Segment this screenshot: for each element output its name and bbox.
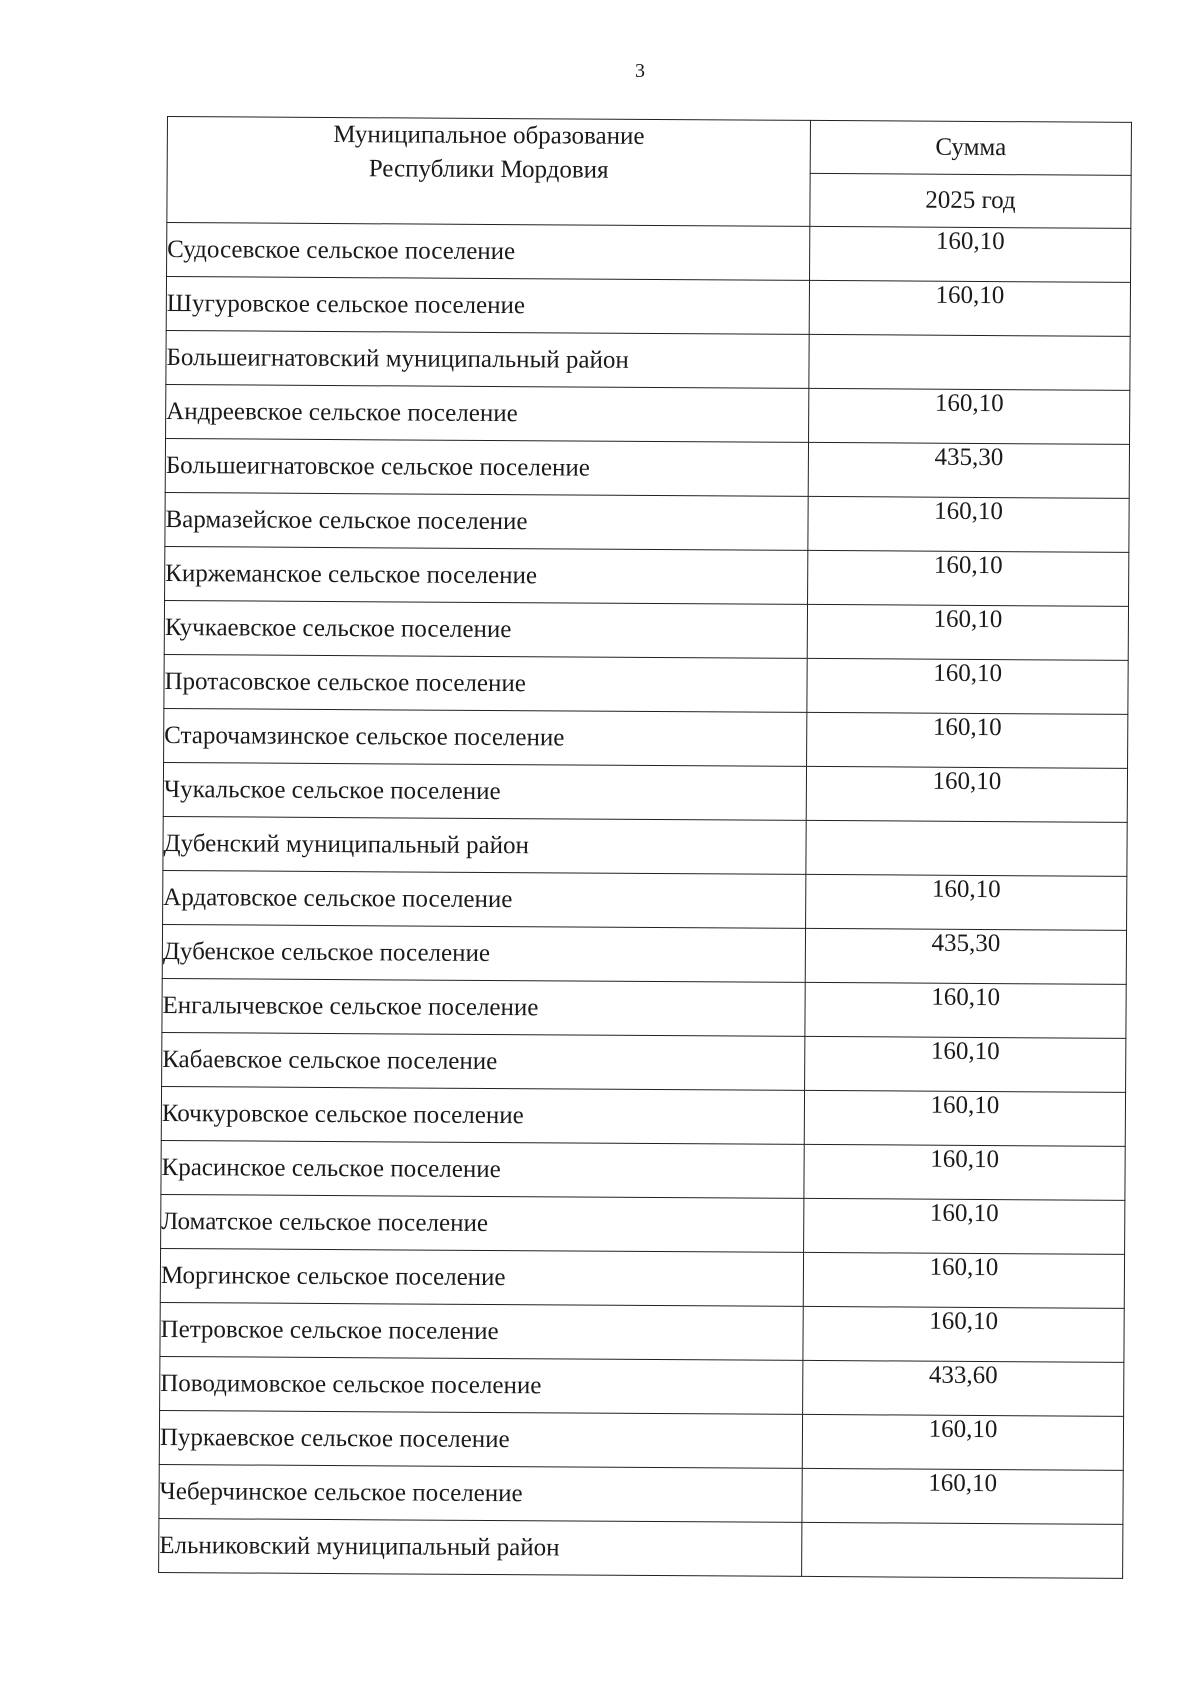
sum-cell: 160,10 [805,1036,1126,1092]
municipality-column-header [167,117,811,227]
municipality-name-cell: Большеигнатовский муниципальный район [166,330,809,388]
sum-cell: 160,10 [804,1198,1125,1254]
page-number: 3 [635,60,645,82]
municipality-name-cell: Енгалычевское сельское поселение [162,978,805,1036]
municipality-name-cell: Киржеманское сельское поселение [165,546,808,604]
table-row [166,384,1130,444]
table-row [163,816,1127,876]
sum-cell: 160,10 [809,280,1130,336]
sum-cell: 160,10 [807,604,1128,660]
sum-cell: 160,10 [802,1414,1123,1470]
year-column-header: 2025 год [810,173,1131,228]
table-row [165,438,1129,498]
table-row [165,546,1129,606]
table-row [159,1518,1123,1578]
table-row [163,762,1127,822]
sum-column-header: Сумма [810,120,1131,175]
sum-cell: 160,10 [808,550,1129,606]
municipality-name-cell: Дубенское сельское поселение [162,924,805,982]
municipality-name-cell: Ардатовское сельское поселение [163,870,806,928]
sum-cell: 160,10 [807,658,1128,714]
sum-cell: 435,30 [808,442,1129,498]
table-row [166,330,1130,390]
table-row [163,870,1127,930]
table-row [161,1140,1125,1200]
table-row [161,1086,1125,1146]
table-row [160,1302,1124,1362]
sum-cell: 160,10 [802,1468,1123,1524]
table-row [166,277,1130,337]
municipality-name-cell: Шугуровское сельское поселение [166,277,809,335]
municipality-name-cell: Кучкаевское сельское поселение [164,600,807,658]
sum-cell: 160,10 [804,1144,1125,1200]
sum-cell: 435,30 [805,928,1126,984]
municipality-name-cell: Кочкуровское сельское поселение [161,1086,804,1144]
sum-cell [806,820,1127,876]
table-row [159,1464,1123,1524]
municipality-name-cell: Старочамзинское сельское поселение [164,708,807,766]
municipality-name-cell: Ельниковский муниципальный район [159,1518,802,1576]
sum-cell: 160,10 [808,496,1129,552]
sum-cell: 160,10 [809,388,1130,444]
sum-cell: 160,10 [807,712,1128,768]
table-row [164,708,1128,768]
municipality-name-cell: Петровское сельское поселение [160,1302,803,1360]
table-row [162,1032,1126,1092]
sum-cell: 160,10 [806,766,1127,822]
municipality-header-line2: Республики Мордовия [368,155,609,184]
sum-cell [802,1522,1123,1578]
municipality-name-cell: Ломатское сельское поселение [161,1194,804,1252]
municipality-name-cell: Моргинское сельское поселение [160,1248,803,1306]
subsidy-table [158,116,1132,1579]
table-row [160,1356,1124,1416]
sum-cell: 160,10 [805,982,1126,1038]
municipality-name-cell: Вармазейское сельское поселение [165,492,808,550]
table-row [162,978,1126,1038]
municipality-name-cell: Красинское сельское поселение [161,1140,804,1198]
table-row [161,1194,1125,1254]
table-body [159,223,1131,1579]
municipality-name-cell: Протасовское сельское поселение [164,654,807,712]
municipality-name-cell: Чукальское сельское поселение [163,762,806,820]
municipality-name-cell: Большеигнатовское сельское поселение [165,438,808,496]
municipality-header-line1: Муниципальное образование [333,121,645,150]
table-row [162,924,1126,984]
municipality-name-cell: Дубенский муниципальный район [163,816,806,874]
sum-cell: 160,10 [810,226,1131,282]
municipality-name-cell: Судосевское сельское поселение [167,223,810,281]
municipality-name-cell: Чеберчинское сельское поселение [159,1464,802,1522]
municipality-name-cell: Кабаевское сельское поселение [162,1032,805,1090]
table-row [160,1248,1124,1308]
municipality-name-cell: Поводимовское сельское поселение [160,1356,803,1414]
table-row [167,223,1131,283]
municipality-name-cell: Андреевское сельское поселение [166,384,809,442]
municipality-name-cell: Пуркаевское сельское поселение [159,1410,802,1468]
table-header [167,117,1132,229]
sum-cell: 160,10 [806,874,1127,930]
sum-cell: 160,10 [804,1090,1125,1146]
sum-cell: 160,10 [803,1306,1124,1362]
table-row [165,492,1129,552]
table-row [159,1410,1123,1470]
sum-cell: 160,10 [803,1252,1124,1308]
table-row [164,600,1128,660]
sum-cell: 433,60 [803,1360,1124,1416]
sum-cell [809,334,1130,390]
table-row [164,654,1128,714]
